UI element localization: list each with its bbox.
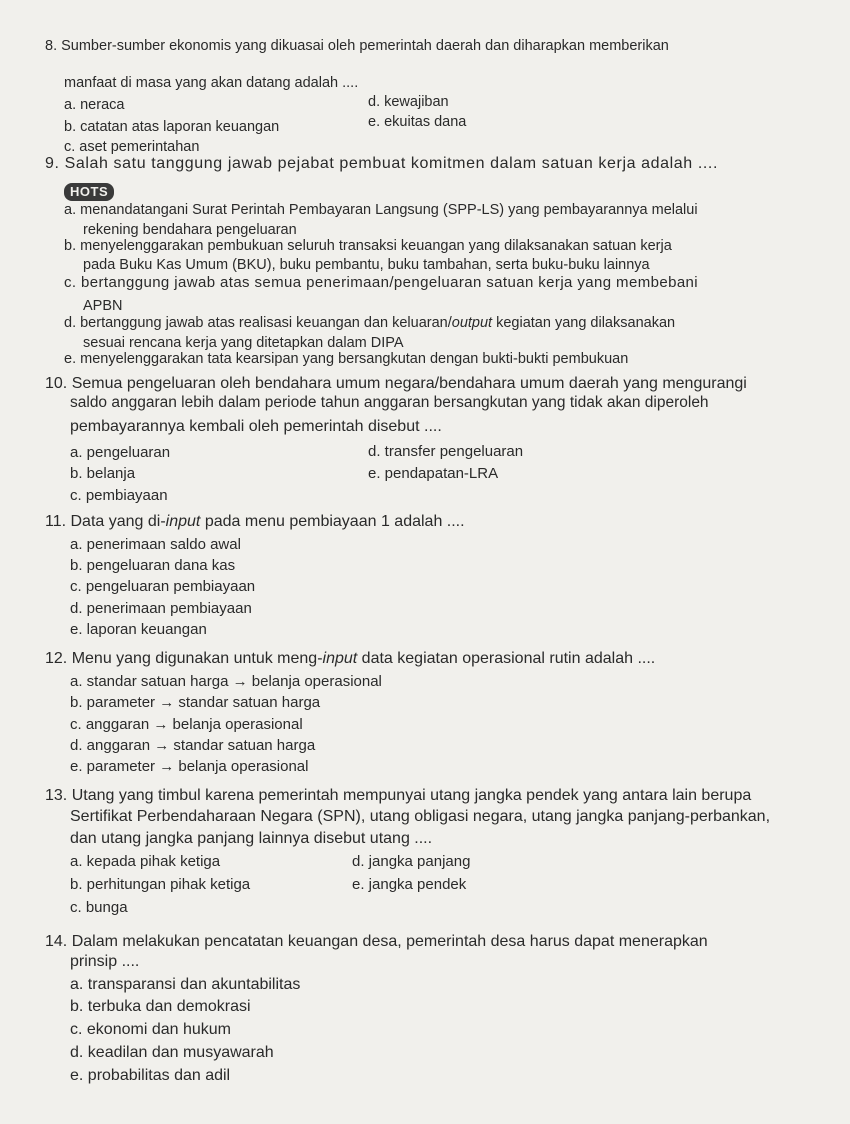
q9-option-d-line2: sesuai rencana kerja yang ditetapkan dalam DIPA [83,335,404,351]
q14-stem-line1: 14. Dalam melakukan pencatatan keuangan desa, pemerintah desa harus dapat menerapkan [45,933,708,950]
q12-option-d: d. anggaran → standar satuan harga [70,737,316,754]
q10-option-c: c. pembiayaan [70,487,168,504]
q13-option-a: a. kepada pihak ketiga [70,853,221,870]
q8-option-b: b. catatan atas laporan keuangan [64,119,280,135]
q13-option-c: c. bunga [70,899,128,916]
q13-stem-line2: Sertifikat Perbendaharaan Negara (SPN), utang obligasi negara, utang jangka panjang-perbankan, [70,808,771,825]
q11-option-d: d. penerimaan pembiayaan [70,600,252,617]
q9-option-c-line1: c. bertanggung jawab atas semua penerimaan/pengeluaran satuan kerja yang membebani [64,274,699,291]
q9-option-e: e. menyelenggarakan tata kearsipan yang bersangkutan dengan bukti-bukti pembukuan [64,351,629,367]
q11-text-em: input [165,513,201,530]
q9-d-text-pre: d. bertanggung jawab atas realisasi keuangan dan keluaran/ [64,315,452,331]
q10-option-d: d. transfer pengeluaran [368,443,524,460]
q9-d-text-post: kegiatan yang dilaksanakan [492,315,676,331]
q8-option-d: d. kewajiban [368,94,449,110]
hots-badge: HOTS [64,183,114,201]
q11-text-post: pada menu pembiayaan 1 adalah .... [200,513,465,530]
q8-option-e: e. ekuitas dana [368,114,467,130]
q8-option-c: c. aset pemerintahan [64,139,200,155]
q12-text-em: input [322,650,358,667]
q10-option-a: a. pengeluaran [70,444,171,461]
q10-stem-line3: pembayarannya kembali oleh pemerintah disebut .... [70,418,442,435]
q14-option-d: d. keadilan dan musyawarah [70,1044,274,1061]
q12-option-b: b. parameter → standar satuan harga [70,694,321,711]
q14-option-b: b. terbuka dan demokrasi [70,998,251,1015]
q9-option-c-line2: APBN [83,298,123,314]
q14-stem-line2: prinsip .... [70,953,140,970]
q12-option-a: a. standar satuan harga → belanja operasional [70,673,382,690]
q13-stem-line1: 13. Utang yang timbul karena pemerintah mempunyai utang jangka pendek yang antara lain berupa [45,787,752,804]
q10-stem-line1: 10. Semua pengeluaran oleh bendahara umum negara/bendahara umum daerah yang mengurangi [45,375,747,392]
q11-stem [45,513,465,531]
q12-text-pre: 12. Menu yang digunakan untuk meng- [45,650,323,667]
q9-option-b-line1: b. menyelenggarakan pembukuan seluruh transaksi keuangan yang dilaksanakan satuan kerja [64,238,672,254]
q8-stem-line1: 8. Sumber-sumber ekonomis yang dikuasai oleh pemerintah daerah dan diharapkan memberikan [45,38,669,54]
q11-option-a: a. penerimaan saldo awal [70,536,241,553]
q8-stem-line2: manfaat di masa yang akan datang adalah .... [64,75,359,91]
q11-option-e: e. laporan keuangan [70,621,207,638]
q11-text-pre: 11. Data yang di- [45,513,166,530]
q13-stem-line3: dan utang jangka panjang lainnya disebut utang .... [70,830,433,847]
q13-option-b: b. perhitungan pihak ketiga [70,876,251,893]
q12-stem [45,650,655,668]
q12-option-c: c. anggaran → belanja operasional [70,716,303,733]
q9-option-a-line2: rekening bendahara pengeluaran [83,222,297,238]
q9-option-b-line2: pada Buku Kas Umum (BKU), buku pembantu, buku tambahan, serta buku-buku lainnya [83,257,650,273]
q10-option-e: e. pendapatan-LRA [368,465,499,482]
q12-text-post: data kegiatan operasional rutin adalah .... [357,650,656,667]
q8-option-a: a. neraca [64,97,125,113]
q14-option-a: a. transparansi dan akuntabilitas [70,976,301,993]
q11-option-b: b. pengeluaran dana kas [70,557,236,574]
q13-option-e: e. jangka pendek [352,876,467,893]
q12-option-e: e. parameter → belanja operasional [70,758,309,775]
q14-option-c: c. ekonomi dan hukum [70,1021,231,1038]
q9-stem: 9. Salah satu tanggung jawab pejabat pembuat komitmen dalam satuan kerja adalah .... [45,155,719,172]
q9-option-a-line1: a. menandatangani Surat Perintah Pembayaran Langsung (SPP-LS) yang pembayarannya melalui [64,202,698,218]
q11-option-c: c. pengeluaran pembiayaan [70,578,256,595]
q9-d-text-em: output [451,315,493,331]
q10-stem-line2: saldo anggaran lebih dalam periode tahun anggaran bersangkutan yang tidak akan diperoleh [70,394,709,411]
q14-option-e: e. probabilitas dan adil [70,1067,231,1084]
q9-option-d-line1 [64,314,675,332]
q13-option-d: d. jangka panjang [352,853,471,870]
q10-option-b: b. belanja [70,465,136,482]
